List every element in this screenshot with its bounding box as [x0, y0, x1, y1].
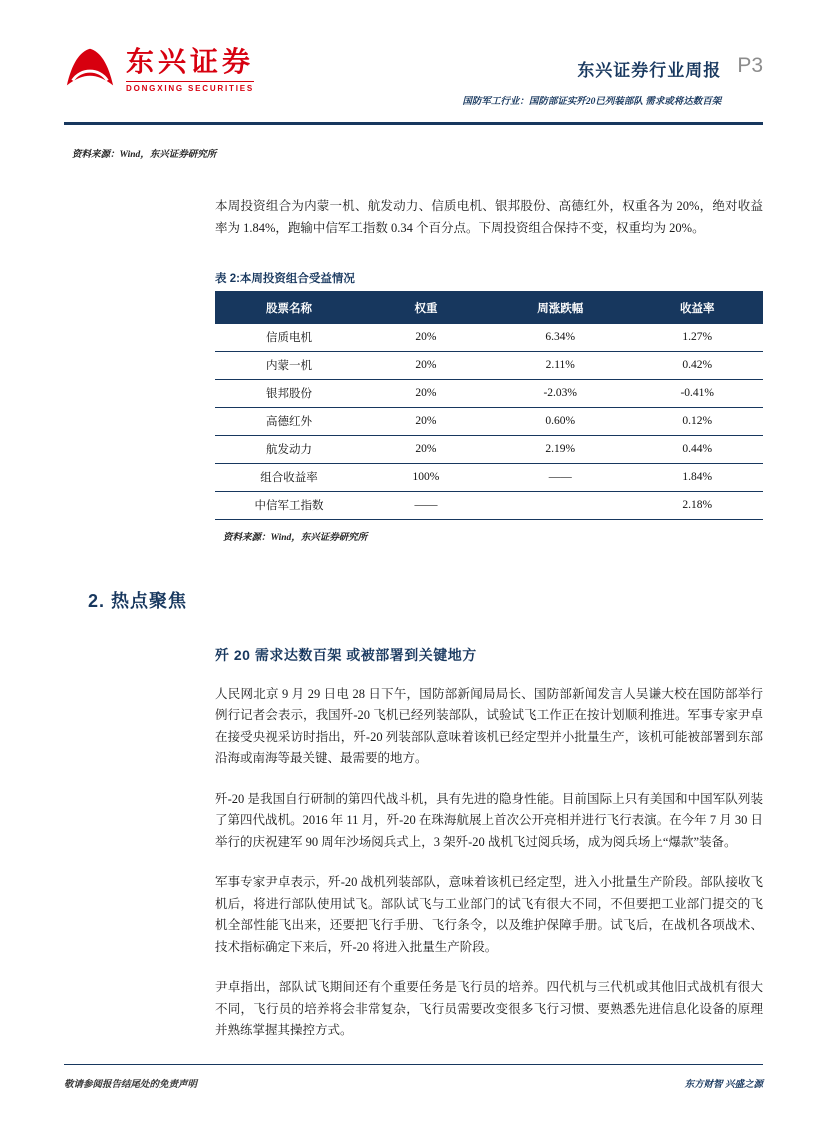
report-title-block	[462, 46, 721, 107]
table-row	[215, 463, 763, 491]
portfolio-table	[215, 291, 763, 520]
table-row	[215, 407, 763, 435]
table-row	[215, 435, 763, 463]
cell-stock-name: 航发动力	[215, 435, 363, 463]
cell-return: 1.27%	[631, 324, 763, 352]
cell-weekly-change: 0.60%	[489, 407, 631, 435]
logo-text	[126, 48, 254, 94]
cell-return: 1.84%	[631, 463, 763, 491]
table-row	[215, 379, 763, 407]
cell-weight: 20%	[363, 379, 489, 407]
header-title-block	[462, 46, 763, 107]
footer-disclaimer: 敬请参阅报告结尾处的免责声明	[64, 1080, 198, 1090]
cell-stock-name: 内蒙一机	[215, 351, 363, 379]
brand-name-en: DONGXING SECURITIES	[126, 81, 254, 93]
col-header-weekly-change: 周涨跌幅	[489, 291, 631, 324]
cell-weight: 20%	[363, 407, 489, 435]
table-header-row	[215, 291, 763, 324]
cell-stock-name: 银邦股份	[215, 379, 363, 407]
cell-stock-name: 信质电机	[215, 324, 363, 352]
footer-divider	[64, 1064, 763, 1066]
intro-paragraph: 本周投资组合为内蒙一机、航发动力、信质电机、银邦股份、高德红外，权重各为 20%，绝对收益率为 1.84%，跑输中信军工指数 0.34 个百分点。下周投资组合保持不变，权重均为 20%。	[215, 199, 763, 235]
footer-slogan: 东方财智 兴盛之源	[684, 1080, 763, 1090]
source-note-top: 资料来源：Wind，东兴证券研究所	[72, 150, 217, 160]
page-content	[64, 146, 763, 1042]
logo-mark-icon	[64, 46, 116, 95]
cell-stock-name: 中信军工指数	[215, 491, 363, 519]
cell-weekly-change: 2.19%	[489, 435, 631, 463]
cell-weekly-change: -2.03%	[489, 379, 631, 407]
cell-weight: 20%	[363, 324, 489, 352]
subsection-title-j20: 歼 20 需求达数百架 或被部署到关键地方	[215, 646, 477, 663]
brand-name-cn: 东兴证券	[126, 46, 255, 78]
cell-return: -0.41%	[631, 379, 763, 407]
report-title: 东兴证券行业周报	[577, 61, 722, 80]
dongxing-logo	[64, 46, 254, 95]
cell-return: 0.42%	[631, 351, 763, 379]
cell-weekly-change: ——	[489, 463, 631, 491]
cell-stock-name: 组合收益率	[215, 463, 363, 491]
cell-weight: 100%	[363, 463, 489, 491]
body-paragraph: 尹卓指出，部队试飞期间还有个重要任务是飞行员的培养。四代机与三代机或其他旧式战机有很大不同，飞行员的培养将会非常复杂，飞行员需要改变很多飞行习惯、要熟悉先进信息化设备的原理并熟练掌握其操控方式。	[215, 980, 763, 1038]
cell-return: 0.12%	[631, 407, 763, 435]
cell-weight: ——	[363, 491, 489, 519]
cell-weekly-change: 6.34%	[489, 324, 631, 352]
cell-weight: 20%	[363, 435, 489, 463]
cell-weekly-change	[489, 491, 631, 519]
body-paragraph: 歼-20 是我国自行研制的第四代战斗机，具有先进的隐身性能。目前国际上只有美国和中国军队列装了第四代战机。2016 年 11 月，歼-20 在珠海航展上首次公开亮相并进行飞行表演。在今年 7 月 30 日举行的庆祝建军 90 周年沙场阅兵式上，3 架歼-20 战机飞过阅兵场，成为阅兵场上“爆款”装备。	[215, 791, 763, 849]
cell-weight: 20%	[363, 351, 489, 379]
page-footer	[64, 1076, 763, 1090]
col-header-stock-name: 股票名称	[215, 291, 363, 324]
table-row	[215, 324, 763, 352]
cell-weekly-change: 2.11%	[489, 351, 631, 379]
page-header	[64, 46, 763, 107]
cell-return: 0.44%	[631, 435, 763, 463]
table-row	[215, 491, 763, 519]
col-header-weight: 权重	[363, 291, 489, 324]
col-header-return: 收益率	[631, 291, 763, 324]
report-subtitle: 国防军工行业：国防部证实歼20已列装部队 需求或将达数百架	[462, 97, 722, 107]
table-row	[215, 351, 763, 379]
cell-return: 2.18%	[631, 491, 763, 519]
body-paragraph: 人民网北京 9 月 29 日电 28 日下午，国防部新闻局局长、国防部新闻发言人吴谦大校在国防部举行例行记者会表示，我国歼-20 飞机已经列装部队，试验试飞工作正在按计划顺利推进。军事专家尹卓在接受央视采访时指出，歼-20 列装部队意味着该机已经定型并小批量生产，该机可能被部署到东部沿海或南海等最关键、最需要的地方。	[215, 686, 763, 766]
header-divider	[64, 122, 763, 125]
source-note-table: 资料来源：Wind，东兴证券研究所	[223, 532, 368, 543]
table-caption: 表 2:本周投资组合受益情况	[215, 272, 355, 285]
cell-stock-name: 高德红外	[215, 407, 363, 435]
section-title-hotspots: 2. 热点聚焦	[88, 590, 188, 611]
body-paragraph: 军事专家尹卓表示，歼-20 战机列装部队，意味着该机已经定型，进入小批量生产阶段。部队接收飞机后，将进行部队使用试飞。部队试飞与工业部门的试飞有很大不同，不但要把工业部门提交的飞机全部性能飞出来，还要把飞行手册、飞行条令，以及维护保障手册。试飞后，在战机各项战术、技术指标确定下来后，歼-20 将进入批量生产阶段。	[215, 875, 763, 954]
page-number: P3	[737, 54, 763, 77]
